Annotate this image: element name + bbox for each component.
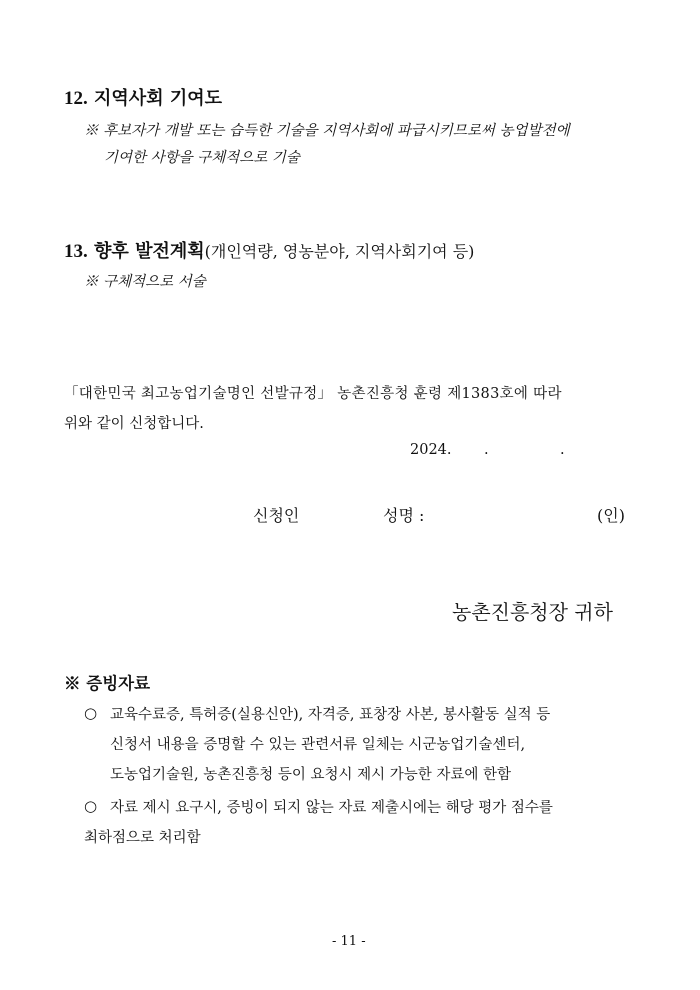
recipient-line: 농촌진흥청장 귀하 [452, 600, 613, 624]
statement-line-1 [64, 382, 636, 403]
section-12-number: 12. [64, 88, 88, 109]
evidence-item-1-line-3: 도농업기술원, 농촌진흥청 등이 요청시 제시 가능한 자료에 한함 [110, 767, 512, 783]
section-12-title: 지역사회 기여도 [94, 88, 223, 109]
section-12-note-line-1 [84, 119, 570, 140]
bullet-circle-icon: ○ [84, 704, 98, 722]
reference-mark-icon: ※ [84, 123, 99, 139]
date-day-separator: . [560, 442, 565, 458]
reference-mark-icon: ※ [64, 674, 81, 693]
section-12-heading [64, 84, 222, 110]
section-13-note-line-1 [84, 270, 206, 291]
section-13-number: 13. [64, 241, 88, 262]
evidence-item-2-line-1: 자료 제시 요구시, 증빙이 되지 않는 자료 제출시에는 해당 평가 점수를 [110, 800, 553, 816]
section-13-title: 향후 발전계획 [94, 241, 205, 262]
section-13-note-text-1: 구체적으로 서술 [103, 274, 206, 290]
evidence-title: 증빙자료 [86, 674, 151, 693]
evidence-item-1-line-1: 교육수료증, 특허증(실용신안), 자격증, 표창장 사본, 봉사활동 실적 등 [110, 707, 551, 723]
statement-line-2: 위와 같이 신청합니다. [64, 416, 204, 432]
section-12-note-text-1: 후보자가 개발 또는 습득한 기술을 지역사회에 파급시키므로써 농업발전에 [103, 123, 570, 139]
applicant-seal-mark: (인) [597, 506, 625, 525]
applicant-name-label: 성명 : [383, 506, 425, 525]
bullet-circle-icon: ○ [84, 797, 98, 815]
applicant-label: 신청인 [253, 506, 300, 525]
statement-text-1: 「대한민국 최고농업기술명인 선발규정」 농촌진흥청 훈령 제1383호에 따라 [64, 386, 562, 402]
section-13-title-suffix: (개인역량, 영농분야, 지역사회기여 등) [204, 242, 475, 261]
evidence-item-2-line-2: 최하점으로 처리함 [84, 830, 201, 846]
date-month-separator: . [484, 442, 489, 458]
evidence-item-1-line-2: 신청서 내용을 증명할 수 있는 관련서류 일체는 시군농업기술센터, [110, 737, 526, 753]
section-12-note-line-2: 기여한 사항을 구체적으로 기술 [104, 150, 300, 166]
section-13-heading [64, 237, 474, 263]
date-year: 2024. [410, 442, 452, 458]
evidence-heading [64, 670, 150, 694]
reference-mark-icon: ※ [84, 274, 99, 290]
page-number: - 11 - [332, 934, 366, 949]
